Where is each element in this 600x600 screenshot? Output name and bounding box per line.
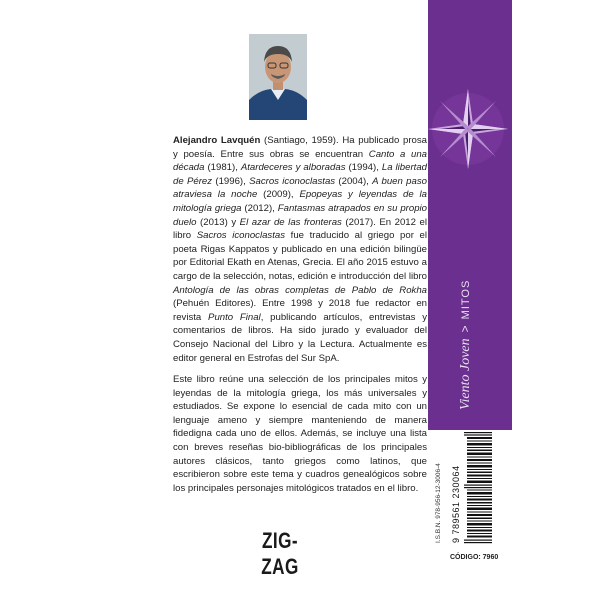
- author-photo: [249, 34, 307, 120]
- series-name: Viento Joven: [458, 338, 473, 410]
- publisher-logo: ZIG-ZAG: [261, 528, 299, 579]
- book-description: Este libro reúne una selección de los principales mitos y leyendas de la mitología griega, los más universales y estudiados. Se expone lo esencial de cada mito con un lenguaje ameno y siempre manteniendo de manera fidedigna cada uno de ellos. Además, se incluye una lista con breves reseñas bio-bibliográficas de los principales autores clásicos, tanto griegos como latinos, que escribieron sobre este tema y cuadros genealógicos sobre los principales personajes mitológicos tratados en el libro.: [173, 374, 427, 494]
- back-cover-text: [173, 134, 427, 503]
- isbn-label: I.S.B.N. 978-956-12-3006-4: [435, 463, 442, 543]
- compass-star-icon: [426, 87, 510, 171]
- spine-label: [455, 190, 475, 410]
- barcode-digits: 9 789561 230064: [451, 465, 461, 543]
- category-label: MITOS: [460, 279, 472, 320]
- barcode-icon: [463, 432, 493, 544]
- author-name: Alejandro Lavquén: [173, 135, 261, 146]
- product-code: CÓDIGO: 7960: [450, 554, 499, 561]
- author-bio: Alejandro Lavquén (Santiago, 1959). Ha publicado prosa y poesía. Entre sus obras se encuentran Canto a una década (1981), Atardeceres y alboradas (1994), La libertad de Pérez (1996), Sacros iconoclastas (2004), A buen paso atraviesa la noche (2009), Epopeyas y leyendas de la mitología griega (2012), Fantasmas atrapados en su propio duelo (2013) y El azar de las fronteras (2017). En 2012 el libro Sacros iconoclastas fue traducido al griego por el poeta Rigas Kappatos y publicado en una edición bilingüe por Editorial Ekath en Atenas, Grecia. El año 2015 estuvo a cargo de la selección, notas, edición e introducción del libro Antología de las obras completas de Pablo de Rokha (Pehuén Editores). Entre 1998 y 2018 fue redactor en revista Punto Final, publicando artículos, entrevistas y comentarios de libros. Ha sido jurado y evaluador del Consejo Nacional del Libro y la Lectura. Actualmente es editor general en Estrofas del Sur SpA.: [173, 135, 428, 364]
- author-portrait-image: [249, 34, 307, 120]
- separator-icon: >: [458, 325, 472, 333]
